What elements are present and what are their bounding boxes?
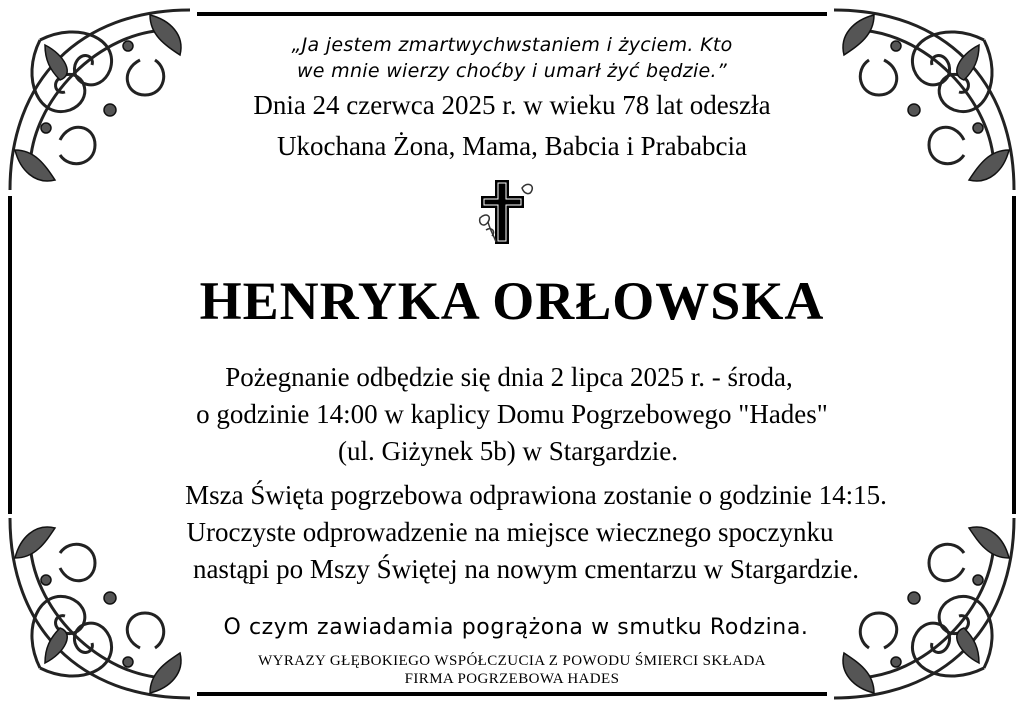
scripture-quote-line-1: „Ja jestem zmartwychwstaniem i życiem. Kto: [291, 34, 733, 56]
cross-icon: [476, 178, 540, 250]
deceased-name: HENRYKA ORŁOWSKA: [199, 271, 825, 331]
scripture-quote-line-2: we mnie wierzy choćby i umarł żyć będzie.”: [296, 60, 728, 82]
death-announcement-line-2: Ukochana Żona, Mama, Babcia i Prababcia: [276, 131, 748, 161]
condolences-line-1: WYRAZY GŁĘBOKIEGO WSPÓŁCZUCIA Z POWODU ŚMIERCI SKŁADA: [258, 653, 766, 669]
funeral-info-line-3: (ul. Giżynek 5b) w Stargardzie.: [338, 436, 678, 466]
funeral-info-line-5: Uroczyste odprowadzenie na miejsce wiecznego spoczynku: [186, 517, 834, 547]
family-closing-line: O czym zawiadamia pogrążona w smutku Rodzina.: [223, 615, 809, 640]
frame-top-line: [197, 12, 827, 16]
funeral-info-line-2: o godzinie 14:00 w kaplicy Domu Pogrzebowego "Hades": [196, 399, 828, 429]
frame-bottom-line: [197, 692, 827, 696]
death-announcement-line-1: Dnia 24 czerwca 2025 r. w wieku 78 lat odeszła: [253, 90, 771, 120]
condolences-line-2: FIRMA POGRZEBOWA HADES: [404, 671, 620, 687]
funeral-info-line-1: Pożegnanie odbędzie się dnia 2 lipca 2025 r. - środa,: [225, 362, 793, 392]
funeral-info-line-6: nastąpi po Mszy Świętej na nowym cmentarzu w Stargardzie.: [192, 554, 860, 584]
funeral-info-line-4: Msza Święta pogrzebowa odprawiona zostanie o godzinie 14:15.: [185, 480, 887, 510]
